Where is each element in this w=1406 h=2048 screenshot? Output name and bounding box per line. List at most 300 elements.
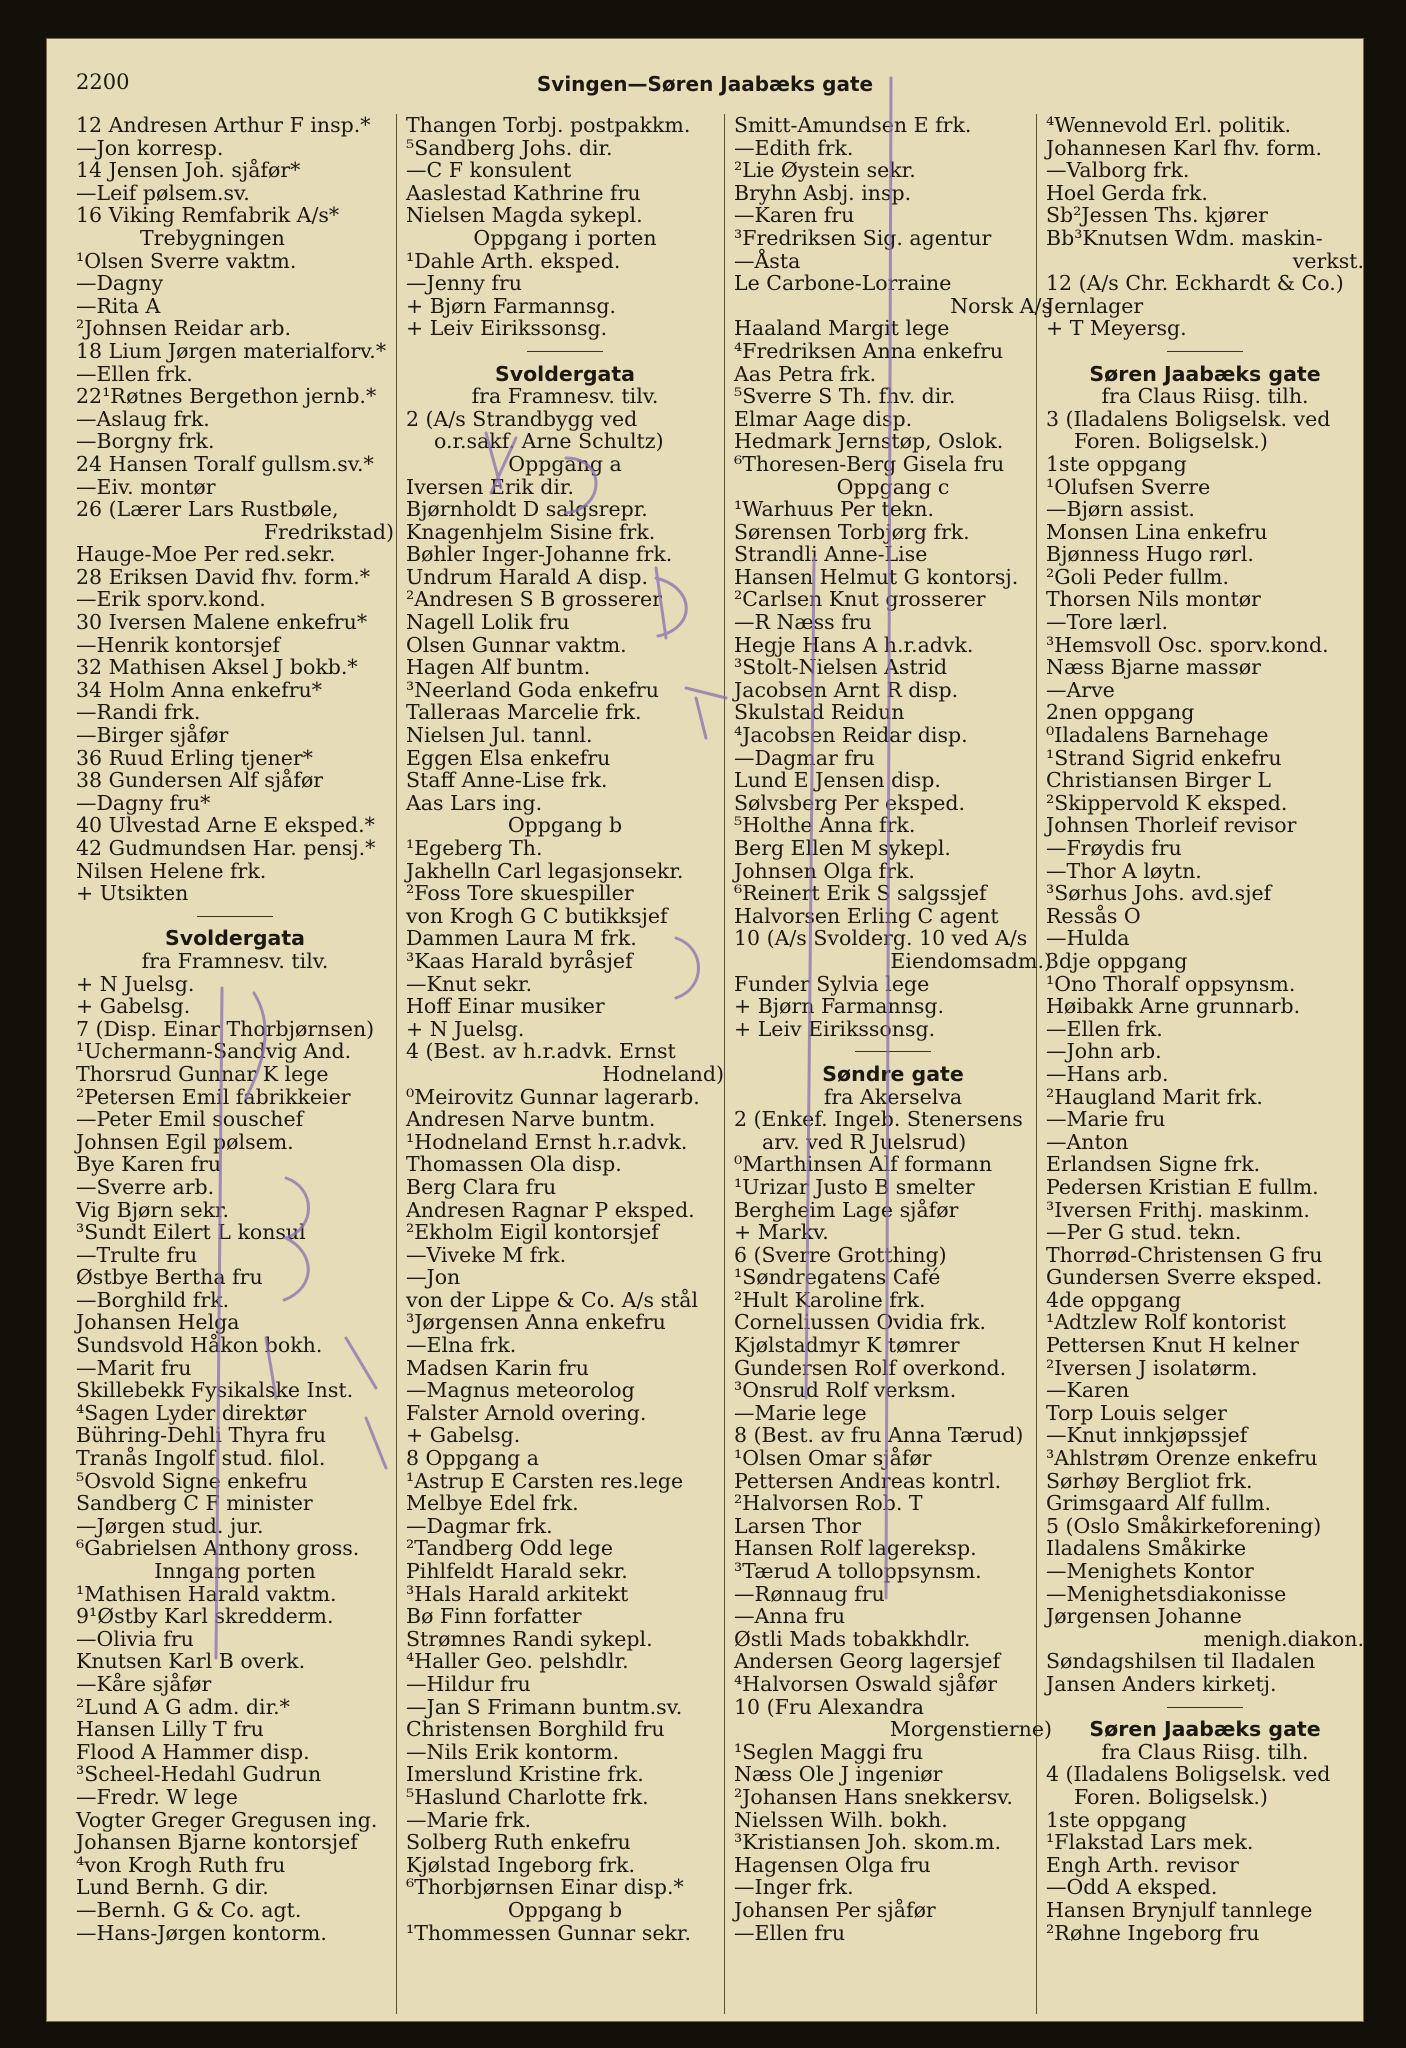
directory-entry: + Gabelsg. [406, 1423, 521, 1448]
directory-entry: —Rønnaug fru [734, 1581, 885, 1606]
directory-entry: 2 (A/s Strandbygg ved [406, 406, 638, 431]
directory-entry: 2nen oppgang [1046, 700, 1195, 725]
directory-entry: Thorrød-Christensen G fru [1046, 1242, 1323, 1267]
directory-entry: 2 (Enkef. Ingeb. Stenersens [734, 1107, 1023, 1132]
directory-entry: Skillebekk Fysikalske Inst. [76, 1378, 354, 1403]
directory-entry: —Marie frk. [406, 1807, 532, 1832]
directory-entry: —Randi frk. [76, 700, 201, 725]
column-divider [396, 114, 397, 2014]
directory-entry: —Hans-Jørgen kontorm. [76, 1920, 327, 1945]
directory-entry: ⁴Wennevold Erl. politik. [1046, 113, 1292, 137]
directory-entry: Torp Louis selger [1046, 1400, 1227, 1425]
directory-entry: Andresen Ragnar P eksped. [406, 1197, 695, 1222]
directory-entry: Sølvsberg Per eksped. [734, 790, 966, 815]
directory-entry: —Hildur fru [406, 1671, 531, 1696]
directory-entry: + Leiv Eirikssonsg. [734, 1016, 936, 1041]
directory-entry: Bühring-Dehli Thyra fru [76, 1423, 327, 1448]
directory-entry: 40 Ulvestad Arne E eksped.* [76, 813, 375, 838]
directory-entry: Oppgang i porten [473, 225, 657, 250]
directory-entry: —Jon korresp. [76, 135, 224, 160]
directory-entry: + Bjørn Farmannsg. [734, 994, 945, 1019]
directory-entry: Strømnes Randi sykepl. [406, 1626, 653, 1651]
directory-entry: Hodneland) [602, 1061, 724, 1086]
directory-entry: —Frøydis fru [1046, 836, 1182, 860]
directory-entry: 7 (Disp. Einar Thorbjørnsen) [76, 1016, 375, 1041]
directory-entry: Talleraas Marcelie frk. [406, 700, 642, 725]
directory-entry: Norsk A/s [950, 293, 1052, 318]
directory-entry: 10 (Fru Alexandra [734, 1694, 924, 1719]
directory-entry: + Bjørn Farmannsg. [406, 293, 617, 318]
directory-entry: —John arb. [1046, 1039, 1162, 1064]
directory-entry: 32 Mathisen Aksel J bokb.* [76, 655, 358, 680]
directory-entry: Erlandsen Signe frk. [1046, 1152, 1261, 1177]
directory-entry: Morgenstierne) [889, 1717, 1052, 1742]
directory-entry: ¹Hodneland Ernst h.r.advk. [406, 1129, 688, 1154]
directory-entry: ⁴von Krogh Ruth fru [76, 1852, 286, 1877]
directory-entry: Christensen Borghild fru [406, 1717, 665, 1742]
directory-entry: 6 (Sverre Grotthing) [734, 1242, 947, 1267]
directory-entry: Larsen Thor [734, 1513, 862, 1538]
directory-entry: + Gabelsg. [76, 994, 191, 1019]
directory-entry: —Anton [1046, 1129, 1129, 1154]
directory-entry: —Leif pølsem.sv. [76, 180, 250, 205]
directory-entry: 24 Hansen Toralf gullsm.sv.* [76, 451, 374, 476]
directory-entry: —Olivia fru [76, 1626, 194, 1651]
directory-entry: ⁵Sandberg Johs. dir. [406, 135, 613, 160]
directory-entry: ²Røhne Ingeborg fru [1046, 1920, 1260, 1945]
directory-entry: Lund E Jensen disp. [734, 768, 941, 793]
directory-entry: Næss Ole J ingeniør [734, 1762, 943, 1787]
directory-entry: Vig Bjørn sekr. [76, 1197, 230, 1222]
directory-entry: + Leiv Eirikssonsg. [406, 316, 608, 341]
directory-entry: verkst. [1292, 248, 1364, 273]
directory-entry: Pihlfeldt Harald sekr. [406, 1559, 628, 1583]
directory-entry: ¹Mathisen Harald vaktm. [76, 1581, 337, 1606]
directory-entry: 9¹Østby Karl skredderm. [76, 1604, 334, 1629]
directory-entry: 42 Gudmundsen Har. pensj.* [76, 836, 376, 860]
directory-entry: Skulstad Reidun [734, 700, 905, 725]
directory-entry: Bryhn Asbj. insp. [734, 180, 912, 205]
directory-entry: ³Jørgensen Anna enkefru [406, 1310, 666, 1335]
directory-entry: —Birger sjåfør [76, 723, 229, 748]
directory-entry: ²Haugland Marit frk. [1046, 1084, 1263, 1109]
directory-entry: —Dagmar fru [734, 745, 875, 770]
directory-entry: Ressås O [1046, 903, 1141, 928]
directory-entry: Johnsen Egil pølsem. [76, 1129, 294, 1154]
directory-entry: Nielsen Magda sykepl. [406, 203, 643, 228]
directory-entry: fra Claus Riisg. tilh. [1101, 1739, 1309, 1764]
directory-entry: ²Lund A G adm. dir.* [76, 1694, 290, 1719]
directory-entry: Pettersen Knut H kelner [1046, 1333, 1299, 1358]
directory-entry: 34 Holm Anna enkefru* [76, 677, 323, 702]
directory-entry: —Karen fru [734, 203, 855, 228]
directory-entry: —Ellen frk. [1046, 1016, 1163, 1041]
directory-entry: ³Tærud A tolloppsynsm. [734, 1559, 982, 1583]
directory-entry: Kjølstad Ingeborg frk. [406, 1852, 635, 1877]
directory-entry: Hansen Rolf lagereksp. [734, 1536, 977, 1561]
directory-entry: Hauge-Moe Per red.sekr. [76, 542, 336, 567]
directory-entry: —Peter Emil souschef [76, 1107, 304, 1132]
directory-entry: 26 (Lærer Lars Rustbøle, [76, 497, 339, 522]
directory-entry: 5 (Oslo Småkirkeforening) [1046, 1513, 1322, 1538]
directory-entry: Gundersen Rolf overkond. [734, 1355, 1007, 1380]
directory-entry: Trebygningen [140, 225, 285, 250]
directory-entry: —Nils Erik kontorm. [406, 1739, 620, 1764]
directory-entry: —Hulda [1046, 926, 1130, 951]
directory-entry: Olsen Gunnar vaktm. [406, 632, 627, 657]
directory-entry: Thangen Torbj. postpakkm. [406, 113, 691, 137]
directory-entry: —Thor A løytn. [1046, 858, 1202, 883]
directory-entry: menigh.diakon. [1203, 1626, 1364, 1651]
directory-entry: —Jan S Frimann buntm.sv. [406, 1694, 683, 1719]
directory-entry: ¹Søndregatens Café [734, 1265, 941, 1290]
directory-entry: 30 Iversen Malene enkefru* [76, 610, 368, 635]
directory-entry: Halvorsen Erling C agent [734, 903, 999, 928]
directory-entry: ¹Egeberg Th. [406, 836, 543, 860]
directory-entry: Dammen Laura M frk. [406, 926, 637, 951]
directory-entry: —Erik sporv.kond. [76, 587, 266, 612]
directory-entry: Nilsen Helene frk. [76, 858, 267, 883]
directory-entry: Berg Ellen M sykepl. [734, 836, 951, 860]
directory-entry: —Ellen frk. [76, 361, 193, 386]
directory-entry: Imerslund Kristine frk. [406, 1762, 644, 1787]
directory-entry: Aas Petra frk. [734, 361, 877, 386]
directory-entry: —Kåre sjåfør [76, 1671, 212, 1696]
directory-entry: —Rita A [76, 293, 161, 318]
directory-entry: Flood A Hammer disp. [76, 1739, 310, 1764]
directory-entry: ¹Urizar Justo B smelter [734, 1174, 975, 1199]
directory-entry: Eiendomsadm.) [890, 948, 1052, 973]
directory-entry: Madsen Karin fru [406, 1355, 589, 1380]
directory-entry: Aaslestad Kathrine fru [406, 180, 641, 205]
directory-entry: Le Carbone-Lorraine [734, 271, 952, 296]
directory-entry: 8 Oppgang a [406, 1446, 540, 1471]
directory-entry: Oppgang c [836, 474, 950, 499]
directory-entry: 28 Eriksen David fhv. form.* [76, 564, 371, 589]
directory-column-3 [734, 114, 1052, 1944]
directory-entry: ¹Ono Thoralf oppsynsm. [1046, 971, 1296, 996]
directory-entry: —Magnus meteorolog [406, 1378, 635, 1403]
directory-entry: Haaland Margit lege [734, 316, 950, 341]
directory-entry: Bjønness Hugo rørl. [1046, 542, 1254, 567]
directory-entry: 14 Jensen Joh. sjåfør* [76, 158, 301, 183]
street-heading: Svoldergata [164, 926, 306, 951]
directory-entry: 22¹Røtnes Bergethon jernb.* [76, 384, 377, 409]
directory-column-4 [1046, 114, 1364, 1944]
directory-entry: Bb³Knutsen Wdm. maskin- [1046, 225, 1323, 250]
directory-entry: Engh Arth. revisor [1046, 1852, 1239, 1877]
directory-entry: —Bjørn assist. [1046, 497, 1195, 522]
directory-entry: Bøhler Inger-Johanne frk. [406, 542, 673, 567]
directory-entry: ¹Strand Sigrid enkefru [1046, 745, 1282, 770]
directory-entry: —Odd A eksped. [1046, 1875, 1218, 1900]
directory-entry: fra Framnesv. tilv. [471, 384, 659, 409]
directory-entry: 18 Lium Jørgen materialforv.* [76, 338, 387, 363]
directory-entry: Gundersen Sverre eksped. [1046, 1265, 1323, 1290]
directory-entry: Funder Sylvia lege [734, 971, 930, 996]
directory-entry: ²Carlsen Knut grosserer [734, 587, 986, 612]
directory-entry: —Borghild frk. [76, 1287, 230, 1312]
directory-entry: ²Lie Øystein sekr. [734, 158, 916, 183]
directory-entry: Knagenhjelm Sisine frk. [406, 519, 656, 544]
directory-column-1 [76, 114, 394, 1944]
directory-entry: Hoff Einar musiker [406, 994, 605, 1019]
directory-entry: ³Sørhus Johs. avd.sjef [1046, 881, 1272, 906]
directory-entry: ²Petersen Emil fabrikkeier [76, 1084, 351, 1109]
directory-entry: ¹Olufsen Sverre [1046, 474, 1211, 499]
directory-entry: —Åsta [734, 248, 801, 273]
directory-entry: ¹Warhuus Per tekn. [734, 497, 935, 522]
directory-entry: Hoel Gerda frk. [1046, 180, 1208, 205]
directory-entry: —Inger frk. [734, 1875, 854, 1900]
directory-entry: Bjørnholdt D salgsrepr. [406, 497, 648, 522]
street-heading: Søndre gate [822, 1061, 964, 1086]
directory-entry: ³Kaas Harald byråsjef [406, 948, 633, 973]
directory-entry: Høibakk Arne grunnarb. [1046, 994, 1301, 1019]
directory-entry: Aas Lars ing. [406, 790, 543, 815]
directory-entry: 4de oppgang [1046, 1287, 1182, 1312]
directory-entry: Inngang porten [154, 1559, 316, 1583]
directory-entry: —Knut sekr. [406, 971, 533, 996]
directory-entry: Sundsvold Håkon bokh. [76, 1333, 323, 1358]
directory-entry: —Marie fru [1046, 1107, 1166, 1132]
directory-entry: ³Hemsvoll Osc. sporv.kond. [1046, 632, 1329, 657]
directory-entry: Thorsrud Gunnar K lege [76, 1061, 329, 1086]
directory-entry: Jernlager [1046, 293, 1144, 318]
directory-entry: Oppgang b [507, 813, 623, 838]
directory-entry: Lund Bernh. G dir. [76, 1875, 269, 1900]
directory-entry: 38 Gundersen Alf sjåfør [76, 768, 324, 793]
directory-entry: Pedersen Kristian E fullm. [1046, 1174, 1319, 1199]
directory-entry: ⁰Marthinsen Alf formann [734, 1152, 993, 1177]
directory-entry: ³Onsrud Rolf verksm. [734, 1378, 957, 1403]
directory-entry: ²Iversen J isolatørm. [1046, 1355, 1258, 1380]
directory-entry: Jakhelln Carl legasjonsekr. [406, 858, 684, 883]
directory-entry: —Karen [1046, 1378, 1130, 1403]
directory-entry: 12 Andresen Arthur F insp.* [76, 113, 371, 137]
directory-entry: —Borgny frk. [76, 429, 215, 454]
directory-column-2 [406, 114, 724, 1944]
directory-entry: Nielssen Wilh. bokh. [734, 1807, 948, 1832]
section-divider [1046, 340, 1364, 363]
directory-entry: Bye Karen fru [76, 1152, 222, 1177]
directory-entry: 4 (Best. av h.r.advk. Ernst [406, 1039, 676, 1064]
directory-entry: ⁴Fredriksen Anna enkefru [734, 338, 1004, 363]
directory-entry: Corneliussen Ovidia frk. [734, 1310, 987, 1335]
directory-entry: ⁵Sverre S Th. fhv. dir. [734, 384, 956, 409]
directory-entry: Johannesen Karl fhv. form. [1046, 135, 1322, 160]
directory-entry: —Trulte fru [76, 1242, 198, 1267]
directory-entry: Melbye Edel frk. [406, 1491, 579, 1516]
directory-entry: Nagell Lolik fru [406, 610, 570, 635]
directory-entry: ³Kristiansen Joh. skom.m. [734, 1830, 1001, 1855]
directory-entry: 36 Ruud Erling tjener* [76, 745, 313, 770]
directory-entry: ⁶Gabrielsen Anthony gross. [76, 1536, 360, 1561]
directory-entry: Solberg Ruth enkefru [406, 1830, 631, 1855]
directory-entry: 3 (Iladalens Boligselsk. ved [1046, 406, 1331, 431]
directory-entry: —Elna frk. [406, 1333, 517, 1358]
directory-entry: —Bernh. G & Co. agt. [76, 1897, 302, 1922]
directory-entry: ¹Seglen Maggi fru [734, 1739, 924, 1764]
directory-entry: ¹Olsen Sverre vaktm. [76, 248, 297, 273]
directory-entry: ¹Olsen Omar sjåfør [734, 1446, 932, 1471]
directory-entry: fra Claus Riisg. tilh. [1101, 384, 1309, 409]
directory-entry: 8 (Best. av fru Anna Tærud) [734, 1423, 1024, 1448]
directory-entry: Iladalens Småkirke [1046, 1536, 1247, 1561]
directory-entry: —Jenny fru [406, 271, 522, 296]
directory-entry: ¹Adtzlew Rolf kontorist [1046, 1310, 1287, 1335]
directory-entry: —Fredr. W lege [76, 1784, 238, 1809]
directory-entry: —Ellen fru [734, 1920, 846, 1945]
page-header: Svingen—Søren Jaabæks gate [536, 72, 874, 96]
directory-entry: von Krogh G C butikksjef [406, 903, 668, 928]
directory-entry: ²Tandberg Odd lege [406, 1536, 614, 1561]
section-divider [76, 905, 394, 928]
directory-entry: ⁴Jacobsen Reidar disp. [734, 723, 968, 748]
directory-entry: Østbye Bertha fru [76, 1265, 263, 1290]
directory-entry: Jørgensen Johanne [1046, 1604, 1242, 1629]
directory-entry: 10 (A/s Svolderg. 10 ved A/s [734, 926, 1028, 951]
directory-entry: 12 (A/s Chr. Eckhardt & Co.) [1046, 271, 1344, 296]
directory-entry: Eggen Elsa enkefru [406, 745, 611, 770]
directory-entry: —R Næss fru [734, 610, 872, 635]
section-divider [734, 1040, 1052, 1063]
directory-entry: Hansen Brynjulf tannlege [1046, 1897, 1313, 1922]
directory-entry: Nielsen Jul. tannl. [406, 723, 593, 748]
directory-entry: —Marie lege [734, 1400, 867, 1425]
directory-entry: Johansen Helga [76, 1310, 240, 1335]
directory-entry: ¹Astrup E Carsten res.lege [406, 1468, 684, 1493]
directory-entry: —Sverre arb. [76, 1174, 215, 1199]
directory-entry: 4 (Iladalens Boligselsk. ved [1046, 1762, 1331, 1787]
directory-entry: Johansen Per sjåfør [734, 1897, 936, 1922]
directory-entry: ³Hals Harald arkitekt [406, 1581, 629, 1606]
directory-entry: Hegje Hans A h.r.advk. [734, 632, 974, 657]
directory-entry: Hagensen Olga fru [734, 1852, 931, 1877]
page-number: 2200 [76, 70, 130, 94]
directory-entry: ⁶Thoresen-Berg Gisela fru [734, 451, 1005, 476]
directory-entry: —Eiv. montør [76, 474, 216, 499]
directory-entry: Knutsen Karl B overk. [76, 1649, 306, 1674]
directory-entry: Strandli Anne-Lise [734, 542, 928, 567]
directory-entry: —Jørgen stud. jur. [76, 1513, 264, 1538]
directory-entry: —Menighets Kontor [1046, 1559, 1254, 1583]
directory-entry: fra Framnesv. tilv. [141, 948, 329, 973]
directory-entry: ⁶Reinert Erik S salgssjef [734, 881, 987, 906]
directory-entry: ⁰Meirovitz Gunnar lagerarb. [406, 1084, 700, 1109]
directory-entry: ⁶Thorbjørnsen Einar disp.* [406, 1875, 684, 1900]
directory-entry: Johnsen Olga frk. [734, 858, 915, 883]
directory-entry: ³Sundt Eilert L konsul [76, 1220, 306, 1245]
directory-entry: + Markv. [734, 1220, 829, 1245]
directory-entry: —Dagmar frk. [406, 1513, 553, 1538]
directory-entry: Vogter Greger Gregusen ing. [76, 1807, 378, 1832]
directory-entry: —Edith frk. [734, 135, 854, 160]
directory-entry: Hansen Helmut G kontorsj. [734, 564, 1019, 589]
directory-entry: Johansen Bjarne kontorsjef [76, 1830, 358, 1855]
directory-entry: ⁴Halvorsen Oswald sjåfør [734, 1671, 998, 1696]
directory-entry: ⁴Sagen Lyder direktør [76, 1400, 307, 1425]
directory-entry: Iversen Erik dir. [406, 474, 574, 499]
directory-entry: Pettersen Andreas kontrl. [734, 1468, 1002, 1493]
directory-entry: ²Johnsen Reidar arb. [76, 316, 291, 341]
directory-entry: + T Meyersg. [1046, 316, 1187, 341]
directory-entry: 3dje oppgang [1046, 948, 1188, 973]
directory-entry: —Tore lærl. [1046, 610, 1169, 635]
directory-entry: Bergheim Lage sjåfør [734, 1197, 959, 1222]
directory-entry: Kjølstadmyr K tømrer [734, 1333, 960, 1358]
directory-entry: —Viveke M frk. [406, 1242, 567, 1267]
directory-entry: ¹Thommessen Gunnar sekr. [406, 1920, 691, 1945]
directory-entry: Jansen Anders kirketj. [1046, 1671, 1277, 1696]
directory-entry: o.r.sakf. Arne Schultz) [434, 429, 664, 454]
directory-entry: Hagen Alf buntm. [406, 655, 591, 680]
directory-entry: von der Lippe & Co. A/s stål [406, 1287, 699, 1312]
directory-entry: fra Akerselva [823, 1084, 963, 1109]
directory-entry: ²Andresen S B grosserer [406, 587, 662, 612]
directory-entry: Foren. Boligselsk.) [1074, 429, 1268, 454]
directory-entry: Oppgang b [507, 1897, 623, 1922]
directory-entry: Sørensen Torbjørg frk. [734, 519, 970, 544]
directory-entry: Sandberg C F minister [76, 1491, 313, 1516]
directory-entry: + N Juelsg. [406, 1016, 525, 1041]
directory-entry: ³Scheel-Hedahl Gudrun [76, 1762, 322, 1787]
directory-entry: —Knut innkjøpssjef [1046, 1423, 1248, 1448]
directory-entry: Fredrikstad) [263, 519, 394, 544]
directory-entry: ²Foss Tore skuespiller [406, 881, 634, 906]
directory-entry: ³Ahlstrøm Orenze enkefru [1046, 1446, 1318, 1471]
directory-entry: —Hans arb. [1046, 1061, 1169, 1086]
directory-entry: ⁵Haslund Charlotte frk. [406, 1784, 649, 1809]
directory-entry: ²Halvorsen Rob. T [734, 1491, 923, 1516]
directory-entry: Grimsgaard Alf fullm. [1046, 1491, 1272, 1516]
directory-entry: Berg Clara fru [406, 1174, 557, 1199]
directory-entry: Søndagshilsen til Iladalen [1046, 1649, 1316, 1674]
directory-entry: ¹Flakstad Lars mek. [1046, 1830, 1254, 1855]
section-divider [1046, 1696, 1364, 1719]
directory-entry: ⁴Haller Geo. pelshdlr. [406, 1649, 629, 1674]
directory-entry: Sb²Jessen Ths. kjører [1046, 203, 1268, 228]
directory-entry: Christiansen Birger L [1046, 768, 1271, 793]
directory-entry: ²Hult Karoline frk. [734, 1287, 926, 1312]
directory-entry: Næss Bjarne massør [1046, 655, 1261, 680]
directory-entry: Staff Anne-Lise frk. [406, 768, 608, 793]
directory-entry: Andresen Narve buntm. [406, 1107, 656, 1132]
directory-entry: Monsen Lina enkefru [1046, 519, 1268, 544]
directory-entry: ⁵Osvold Signe enkefru [76, 1468, 308, 1493]
street-heading: Søren Jaabæks gate [1089, 1717, 1321, 1742]
directory-entry: Jacobsen Arnt R disp. [734, 677, 959, 702]
directory-entry: Oppgang a [508, 451, 622, 476]
section-divider [406, 340, 724, 363]
directory-entry: —Marit fru [76, 1355, 192, 1380]
directory-entry: + Utsikten [76, 881, 189, 906]
directory-entry: ³Stolt-Nielsen Astrid [734, 655, 948, 680]
directory-entry: 1ste oppgang [1046, 451, 1187, 476]
directory-entry: —Dagny fru* [76, 790, 211, 815]
street-heading: Svoldergata [494, 361, 636, 386]
directory-entry: —Menighetsdiakonisse [1046, 1581, 1287, 1606]
directory-entry: —Aslaug frk. [76, 406, 210, 431]
directory-entry: Undrum Harald A disp. [406, 564, 649, 589]
directory-entry: ³Neerland Goda enkefru [406, 677, 659, 702]
directory-entry: ³Iversen Frithj. maskinm. [1046, 1197, 1310, 1222]
directory-entry: Thorsen Nils montør [1046, 587, 1261, 612]
directory-entry: ¹Dahle Arth. eksped. [406, 248, 621, 273]
directory-entry: ²Skippervold K eksped. [1046, 790, 1288, 815]
directory-entry: Andersen Georg lagersjef [734, 1649, 1001, 1674]
directory-entry: —Anna fru [734, 1604, 846, 1629]
